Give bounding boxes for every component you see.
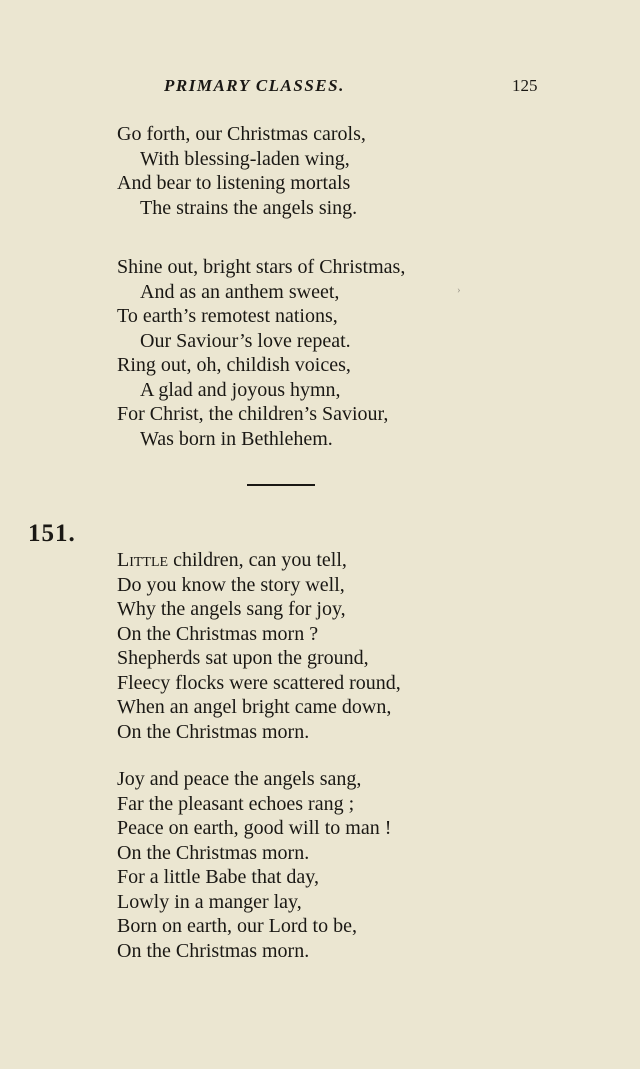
- verse-line: Lowly in a manger lay,: [117, 890, 302, 913]
- print-speck: ›: [457, 284, 461, 296]
- verse-line: Ring out, oh, childish voices,: [117, 354, 351, 376]
- verse-line: A glad and joyous hymn,: [140, 378, 341, 401]
- verse-line: On the Christmas morn.: [117, 720, 310, 743]
- verse-line: To earth’s remotest nations,: [117, 305, 338, 327]
- running-head-title: PRIMARY CLASSES.: [164, 76, 345, 95]
- verse-line: Peace on earth, good will to man !: [117, 817, 392, 839]
- stanza-4: [117, 767, 391, 963]
- verse-line-first: [117, 548, 401, 573]
- verse-line: Born on earth, our Lord to be,: [117, 915, 357, 937]
- verse-line: With blessing-laden wing,: [140, 147, 350, 170]
- verse-line: Fleecy flocks were scattered round,: [117, 671, 401, 694]
- stanza-3: [117, 548, 401, 744]
- verse-line: Our Saviour’s love repeat.: [140, 329, 351, 352]
- stanza-1: [117, 122, 366, 220]
- verse-line: Why the angels sang for joy,: [117, 598, 346, 620]
- first-word-small-caps: Little: [117, 549, 169, 571]
- stanza-2: [117, 255, 405, 451]
- verse-line: On the Christmas morn ?: [117, 622, 319, 645]
- first-line-rest: children, can you tell,: [168, 549, 347, 571]
- section-divider: [247, 484, 315, 486]
- verse-line: Shepherds sat upon the ground,: [117, 647, 369, 669]
- verse-line: On the Christmas morn.: [117, 841, 310, 864]
- hymn-number: 151.: [28, 520, 76, 547]
- verse-line: For Christ, the children’s Saviour,: [117, 403, 389, 425]
- verse-line: The strains the angels sing.: [140, 196, 358, 219]
- verse-line: Far the pleasant echoes rang ;: [117, 792, 355, 815]
- verse-line: On the Christmas morn.: [117, 939, 310, 962]
- verse-line: For a little Babe that day,: [117, 866, 319, 888]
- verse-line: Was born in Bethlehem.: [140, 427, 333, 450]
- page-number: 125: [512, 76, 538, 95]
- verse-line: When an angel bright came down,: [117, 696, 392, 718]
- verse-line: And as an anthem sweet,: [140, 280, 340, 303]
- verse-line: Shine out, bright stars of Christmas,: [117, 256, 406, 278]
- verse-line: Go forth, our Christmas carols,: [117, 123, 366, 145]
- verse-line: Do you know the story well,: [117, 573, 345, 596]
- verse-line: Joy and peace the angels sang,: [117, 768, 362, 790]
- verse-line: And bear to listening mortals: [117, 172, 351, 194]
